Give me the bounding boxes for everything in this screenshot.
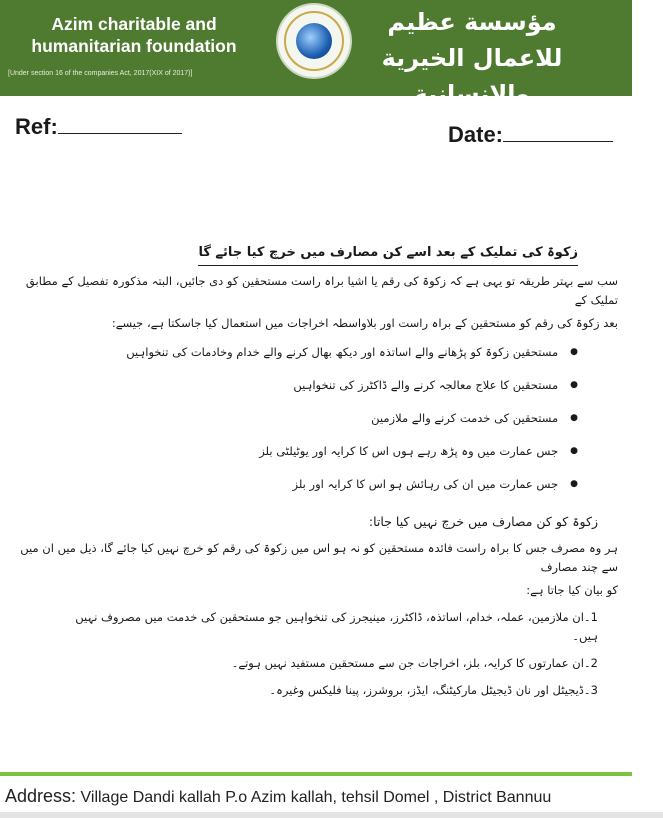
list-item: ● مستحقین زکوۃ کو پڑھانے والے اساتذہ اور دیکھ بھال کرنے والے خدام وخادمات کی تنخواہیں bbox=[75, 343, 578, 362]
ref-field bbox=[15, 114, 182, 140]
section1-title: زکوۃ کی تملیک کے بعد اسے کن مصارف میں خرچ کیا جائے گا bbox=[198, 242, 578, 266]
ref-label: Ref: bbox=[15, 114, 58, 139]
org-name-english: Azim charitable and humanitarian foundation bbox=[31, 14, 237, 56]
document-body bbox=[15, 242, 618, 708]
footer-divider bbox=[0, 772, 632, 776]
list-item: ● جس عمارت میں وہ پڑھ رہے ہوں اس کا کرایہ اور یوٹیلٹی بلز bbox=[75, 442, 578, 461]
section2-title: زکوۃ کو کن مصارف میں خرچ نہیں کیا جاتا: bbox=[368, 514, 598, 530]
section1-bullet-list bbox=[75, 343, 578, 494]
letterhead-banner bbox=[0, 0, 632, 108]
address bbox=[5, 786, 655, 807]
globe-icon bbox=[296, 23, 332, 59]
address-label: Address: bbox=[5, 786, 77, 806]
list-item: ● جس عمارت میں ان کی رہائش ہو اس کا کرایہ اور بلز bbox=[75, 475, 578, 494]
legal-note: [Under section 16 of the companies Act, 2017(XIX of 2017)] bbox=[8, 70, 193, 77]
section2-numbered-list bbox=[75, 608, 598, 700]
numbered-item: 1۔ان ملازمین، عملہ، خدام، اساتذہ، ڈاکٹرز، مینیجرز کی تنخواہیں جو مستحقین کی خدمت میں مصروف نہیں ہیں۔ bbox=[75, 609, 598, 643]
date-label: Date: bbox=[448, 122, 504, 147]
numbered-item: 2۔ان عمارتوں کا کرایہ، بلز، اخراجات جن سے مستحقین مستفید نہیں ہوتے۔ bbox=[231, 655, 598, 670]
foundation-logo bbox=[278, 5, 350, 77]
date-blank bbox=[503, 139, 613, 142]
org-name-arabic: مؤسسة عظيم للاعمال الخيرية والانسانية bbox=[381, 8, 563, 108]
section1-paragraph-line: بعد زکوۃ کی رقم کو مستحقین کے براہ راست اور بلاواسطہ اخراجات میں استعمال کیا جاسکتا ہے، جیسے: bbox=[111, 316, 618, 331]
section2-paragraph-line: ہر وہ مصرف جس کا براہ راست فائدہ مستحقین کو نہ ہو اس میں زکوۃ کی رقم کو خرچ نہیں کیا جائے گا، ذیل میں ان میں سے چند مصارف bbox=[20, 540, 618, 574]
section2-paragraph-line: کو بیان کیا جاتا ہے: bbox=[526, 582, 618, 597]
ref-blank bbox=[58, 131, 182, 134]
address-text: Village Dandi kallah P.o Azim kallah, tehsil Domel , District Bannuu bbox=[80, 789, 552, 806]
numbered-item: 3۔ڈیجیٹل اور نان ڈیجیٹل مارکیٹنگ، ایڈز، بروشرز، پینا فلیکس وغیرہ۔ bbox=[269, 682, 598, 697]
date-field bbox=[448, 122, 613, 148]
section1-paragraph-line: سب سے بہتر طریقہ تو یہی ہے کہ زکوۃ کی رقم یا اشیا براہ راست مستحقین کو دی جائیں، البتہ مذکورہ تفصیل کے مطابق تملیک کے bbox=[25, 274, 618, 308]
list-item: ● مستحقین کا علاج معالجہ کرنے والے ڈاکٹرز کی تنخواہیں bbox=[75, 376, 578, 395]
page-bottom-edge bbox=[0, 812, 663, 818]
list-item: ● مستحقین کی خدمت کرنے والے ملازمین bbox=[75, 409, 578, 428]
